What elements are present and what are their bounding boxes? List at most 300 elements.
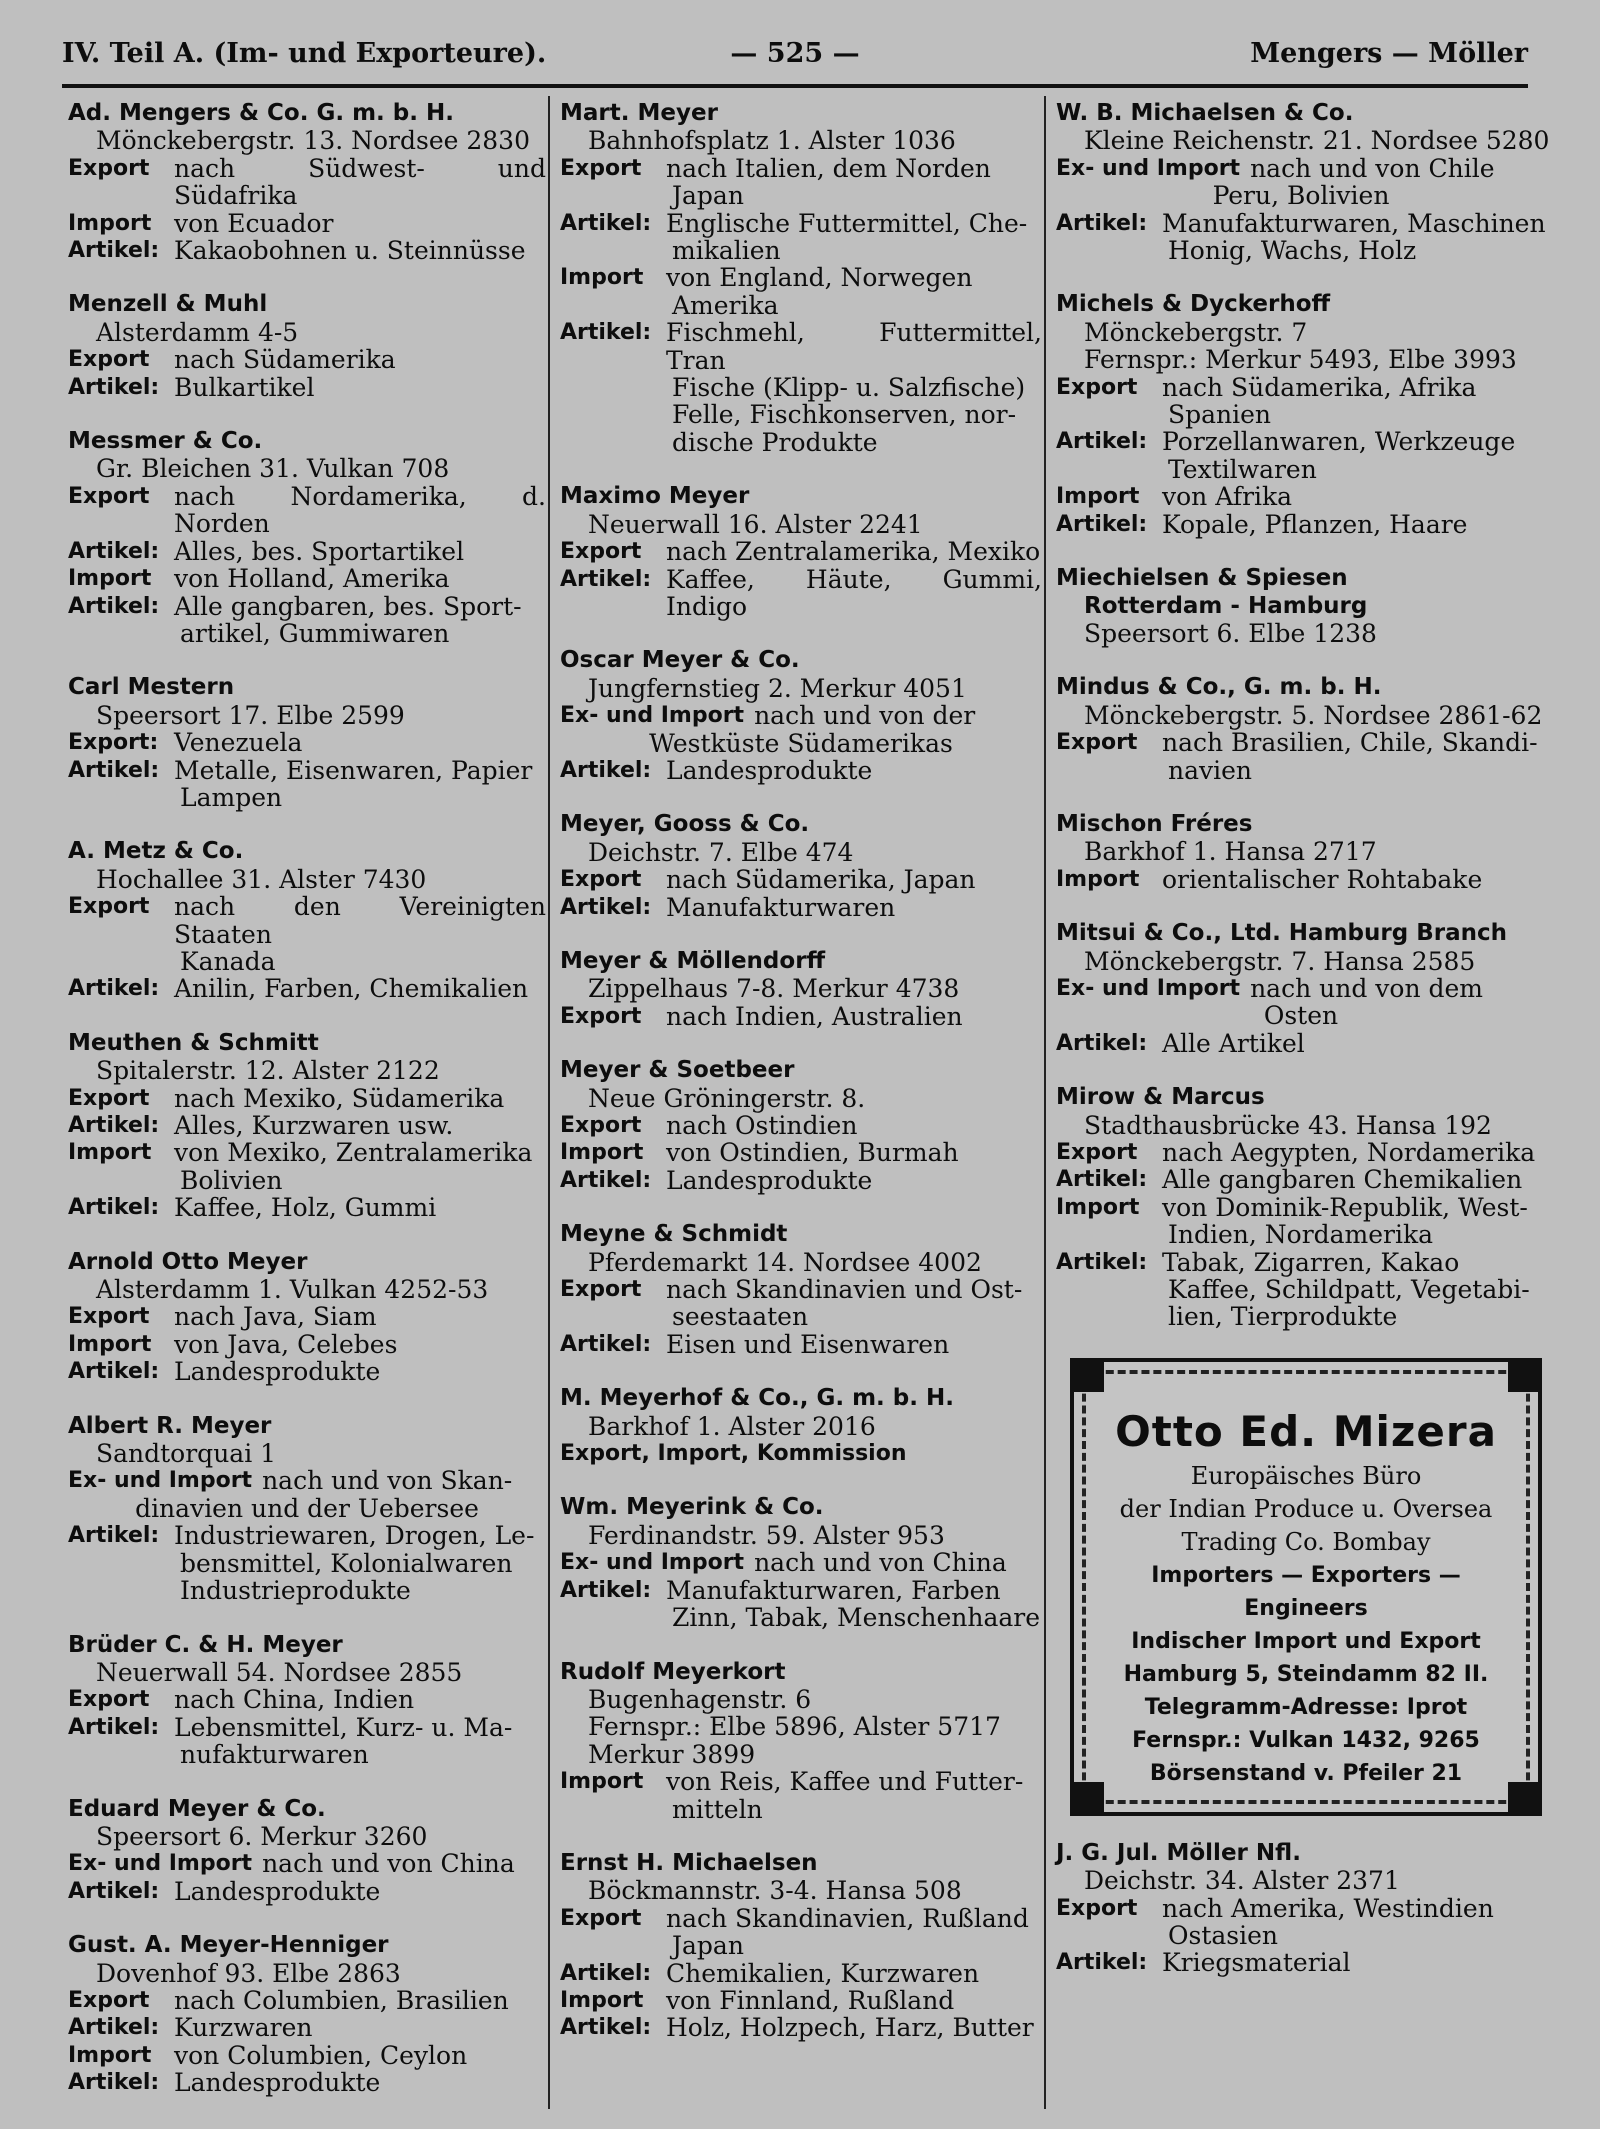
line-continuation: seestaaten: [672, 1302, 809, 1332]
directory-entry: [1056, 811, 1546, 893]
entry-line: [560, 1003, 1042, 1030]
line-label: Artikel:: [68, 757, 160, 783]
firm-address: Kleine Reichenstr. 21. Nordsee 5280: [1084, 126, 1550, 156]
firm-address: Speersort 6. Merkur 3260: [96, 1821, 428, 1851]
entry-line: [68, 538, 546, 565]
ad-content: [1114, 1404, 1498, 1790]
column-divider: [548, 96, 550, 2109]
line-text: nach Aegypten, Nordamerika: [1162, 1138, 1536, 1167]
line-continuation: mitteln: [672, 1794, 763, 1824]
line-text: Alles, bes. Sportartikel: [174, 536, 465, 566]
entry-line: [68, 1331, 546, 1358]
column-2: [560, 100, 1042, 2069]
firm-address: Hochallee 31. Alster 7430: [96, 864, 427, 894]
line-label: Export: [68, 1987, 150, 2013]
line-text: nach und von Chile: [1250, 153, 1495, 183]
line-label: Export: [1056, 1895, 1138, 1921]
line-continuation: Indien, Nordamerika: [1168, 1220, 1434, 1250]
entry-line: [560, 1331, 1042, 1358]
entry-line: [68, 975, 546, 1002]
line-text: nach den Vereinigten Staaten: [174, 892, 546, 949]
line-label: Artikel:: [1056, 210, 1148, 236]
directory-entry: [68, 838, 546, 1002]
line-label: Import: [68, 566, 152, 592]
line-label: Import: [560, 1140, 644, 1166]
entry-line: [560, 1112, 1042, 1139]
line-label: Import: [560, 265, 644, 291]
line-continuation: dinavien und der Uebersee: [135, 1493, 479, 1523]
ad-corner: [1508, 1782, 1542, 1816]
page-header: [62, 38, 1528, 82]
line-continuation: Amerika: [672, 290, 779, 320]
line-text: von Afrika: [1162, 482, 1293, 512]
line-label: Artikel:: [68, 1523, 160, 1549]
line-label: Artikel:: [1056, 1167, 1148, 1193]
entry-line: [1056, 1194, 1546, 1221]
line-label: Import: [1056, 866, 1140, 892]
line-label: Export: [68, 894, 150, 920]
section-title: IV. Teil A. (Im- und Exporteure).: [62, 38, 547, 69]
line-label: Export: [560, 1003, 642, 1029]
directory-entry: [560, 1659, 1042, 1823]
entry-line: [1056, 1030, 1546, 1057]
line-continuation: Felle, Fischkonserven, nor-: [672, 400, 1017, 430]
line-continuation: nufakturwaren: [180, 1740, 369, 1770]
line-text: von Finnland, Rußland: [666, 1985, 955, 2015]
line-label: Import: [68, 1331, 152, 1357]
column-3-entries: [1056, 100, 1550, 1332]
line-continuation: lien, Tierprodukte: [1168, 1302, 1398, 1332]
entry-line: [1056, 428, 1546, 455]
line-label: Export: [560, 155, 642, 181]
line-continuation: navien: [1168, 755, 1253, 785]
entry-line: [68, 1303, 546, 1330]
entry-line: [560, 1167, 1042, 1194]
line-text: Manufakturwaren, Maschinen: [1162, 208, 1546, 238]
line-text: Fischmehl, Futtermittel, Tran: [666, 318, 1042, 375]
ad-corner: [1508, 1358, 1542, 1392]
entry-line: [68, 1358, 546, 1385]
line-continuation: Japan: [672, 1931, 744, 1961]
firm-address: Zippelhaus 7-8. Merkur 4738: [588, 974, 960, 1004]
line-label: Import: [560, 1769, 644, 1795]
line-continuation: dische Produkte: [672, 427, 878, 457]
line-label: Export: [560, 539, 642, 565]
line-text: von Mexiko, Zentralamerika: [174, 1138, 533, 1168]
line-text: Tabak, Zigarren, Kakao: [1162, 1247, 1460, 1277]
entry-line: [1056, 1139, 1546, 1166]
line-text: Englische Futtermittel, Che-: [666, 208, 1028, 238]
entry-line: [560, 1987, 1042, 2014]
column-3: [1056, 100, 1550, 2004]
entry-line: [1056, 511, 1546, 538]
entry-line: [68, 1878, 546, 1905]
line-label: Artikel:: [68, 1878, 160, 1904]
line-text: von Columbien, Ceylon: [174, 2040, 468, 2070]
entry-line: [68, 757, 546, 784]
line-continuation: Lampen: [180, 782, 283, 812]
line-text: Alle gangbaren Chemikalien: [1162, 1165, 1523, 1195]
line-text: Landesprodukte: [666, 755, 873, 785]
line-label: Export: [1056, 730, 1138, 756]
line-text: [907, 1440, 1043, 1467]
entry-line: [1056, 1895, 1546, 1922]
firm-address: Dovenhof 93. Elbe 2863: [96, 1958, 401, 1988]
firm-name: Meyne & Schmidt: [560, 1221, 788, 1248]
line-text: nach Italien, dem Norden: [666, 153, 991, 183]
line-continuation: Bolivien: [180, 1165, 283, 1195]
line-text: nach und von dem: [1250, 973, 1484, 1003]
firm-name: Brüder C. & H. Meyer: [68, 1631, 343, 1658]
entry-line: [560, 1577, 1042, 1604]
firm-address: Ferdinandstr. 59. Alster 953: [588, 1520, 945, 1550]
firm-name: Gust. A. Meyer-Henniger: [68, 1932, 389, 1959]
line-text: Alle Artikel: [1162, 1028, 1305, 1058]
firm-phone: Fernspr.: Elbe 5896, Alster 5717: [588, 1712, 1001, 1742]
line-label: Artikel:: [560, 1577, 652, 1603]
line-label: Artikel:: [68, 374, 160, 400]
ad-line: Engineers: [1244, 1595, 1368, 1621]
line-label: Artikel:: [68, 238, 160, 264]
directory-entry: [560, 483, 1042, 620]
line-text: nach Skandinavien, Rußland: [666, 1903, 1029, 1933]
firm-address: Mönckebergstr. 7. Hansa 2585: [1084, 946, 1476, 976]
entry-line: [68, 1850, 546, 1877]
line-text: von Dominik-Republik, West-: [1162, 1192, 1528, 1222]
line-text: Kaffee, Häute, Gummi, Indigo: [666, 564, 1042, 621]
line-label: Artikel:: [68, 1195, 160, 1221]
firm-name: Arnold Otto Meyer: [68, 1248, 308, 1275]
line-text: nach Amerika, Westindien: [1162, 1893, 1494, 1923]
line-text: von Ecuador: [174, 208, 334, 238]
line-text: Kaffee, Holz, Gummi: [174, 1193, 437, 1223]
line-text: Manufakturwaren, Farben: [666, 1575, 1001, 1605]
line-text: nach China, Indien: [174, 1685, 415, 1715]
line-label: Import: [1056, 484, 1140, 510]
firm-name: A. Metz & Co.: [68, 838, 244, 865]
line-text: Landesprodukte: [174, 1876, 381, 1906]
directory-entry: [68, 1932, 546, 2096]
ad-line: Indischer Import und Export: [1131, 1628, 1481, 1654]
line-text: von Java, Celebes: [174, 1329, 398, 1359]
column-divider: [1044, 96, 1046, 2109]
entry-line: [560, 702, 1042, 729]
line-label: Artikel:: [560, 1960, 652, 1986]
entry-line: [560, 210, 1042, 237]
entry-line: [68, 155, 546, 210]
firm-name: Mart. Meyer: [560, 100, 718, 126]
ad-corner: [1070, 1782, 1104, 1816]
entry-line: [68, 1085, 546, 1112]
entry-line: [68, 2069, 546, 2096]
entry-line: [68, 593, 546, 620]
firm-name: W. B. Michaelsen & Co.: [1056, 100, 1354, 126]
ad-line: Hamburg 5, Steindamm 82 II.: [1123, 1661, 1489, 1687]
line-text: Kopale, Pflanzen, Haare: [1162, 509, 1468, 539]
line-text: Alle gangbaren, bes. Sport-: [174, 591, 522, 621]
line-text: nach Südamerika, Japan: [666, 865, 976, 895]
line-continuation: bensmittel, Kolonialwaren: [180, 1548, 513, 1578]
directory-entry: [1056, 291, 1546, 538]
line-label: Export: [68, 155, 150, 181]
ad-line: Börsenstand v. Pfeiler 21: [1149, 1760, 1463, 1786]
firm-name: Meyer & Möllendorff: [560, 947, 826, 974]
firm-name: Mitsui & Co., Ltd. Hamburg Branch: [1056, 920, 1507, 947]
firm-address: Speersort 17. Elbe 2599: [96, 700, 405, 730]
line-text: von England, Norwegen: [666, 263, 973, 293]
entry-line: [68, 1467, 546, 1494]
firm-address: Neue Gröningerstr. 8.: [588, 1083, 866, 1113]
ad-corner: [1070, 1358, 1104, 1392]
firm-address: Deichstr. 7. Elbe 474: [588, 837, 854, 867]
entry-line: [1056, 483, 1546, 510]
firm-address: Mönckebergstr. 5. Nordsee 2861-62: [1084, 700, 1543, 730]
line-label: Export: [68, 1304, 150, 1330]
line-label: Artikel:: [560, 566, 652, 592]
firm-name: Messmer & Co.: [68, 428, 263, 455]
line-text: nach Zentralamerika, Mexiko: [666, 537, 1041, 567]
entry-line: [1056, 155, 1546, 182]
entry-line: [1056, 210, 1546, 237]
ad-line: Fernspr.: Vulkan 1432, 9265: [1132, 1727, 1480, 1753]
line-continuation: Kanada: [180, 946, 276, 976]
directory-entry: [560, 1221, 1042, 1358]
firm-address: Deichstr. 34. Alster 2371: [1084, 1866, 1400, 1896]
line-text: Landesprodukte: [174, 1357, 381, 1387]
directory-entry: [560, 100, 1042, 456]
line-label: Artikel:: [1056, 429, 1148, 455]
entry-line: [68, 1987, 546, 2014]
directory-entry: [68, 1413, 546, 1605]
line-text: nach Südamerika, Afrika: [1162, 372, 1477, 402]
line-label: Export: [1056, 1140, 1138, 1165]
line-text: Metalle, Eisenwaren, Papier: [174, 755, 533, 785]
directory-entry: [68, 100, 546, 264]
entry-line: [68, 483, 546, 538]
directory-entry: [560, 647, 1042, 784]
line-text: Holz, Holzpech, Harz, Butter: [666, 2013, 1034, 2043]
line-label: Export: [560, 1277, 642, 1303]
header-rule: [62, 84, 1528, 88]
line-label: Artikel:: [560, 894, 652, 920]
line-text: nach und von China: [262, 1849, 515, 1879]
entry-line: [68, 346, 546, 373]
line-text: nach Indien, Australien: [666, 1001, 963, 1031]
line-text: Kriegsmaterial: [1162, 1948, 1351, 1978]
line-text: nach Südamerika: [174, 345, 396, 375]
line-text: Kakaobohnen u. Steinnüsse: [174, 236, 526, 266]
entry-line: [68, 1714, 546, 1741]
line-text: nach Columbien, Brasilien: [174, 1985, 509, 2015]
line-text: Landesprodukte: [666, 1165, 873, 1195]
entry-line: [68, 237, 546, 264]
column-3-after-ad: [1056, 1840, 1546, 1977]
entry-line: [68, 374, 546, 401]
directory-entry: [68, 1796, 546, 1906]
firm-address: Gr. Bleichen 31. Vulkan 708: [96, 454, 450, 484]
firm-name: Miechielsen & Spiesen: [1056, 565, 1348, 592]
directory-entry: [1056, 1840, 1546, 1977]
firm-name: Eduard Meyer & Co.: [68, 1795, 326, 1822]
line-label: Artikel:: [560, 1331, 652, 1357]
line-continuation: Kaffee, Schildpatt, Vegetabi-: [1168, 1275, 1530, 1305]
firm-address: Stadthausbrücke 43. Hansa 192: [1084, 1110, 1492, 1140]
firm-address: Jungfernstieg 2. Merkur 4051: [588, 673, 967, 703]
line-text: Eisen und Eisenwaren: [666, 1329, 950, 1359]
line-text: von Reis, Kaffee und Futter-: [666, 1767, 1024, 1797]
line-label: Artikel:: [1056, 1950, 1148, 1976]
entry-line: [560, 894, 1042, 921]
firm-name: Mindus & Co., G. m. b. H.: [1056, 674, 1382, 701]
line-label: Ex- und Import: [560, 1550, 745, 1576]
firm-name: Albert R. Meyer: [68, 1412, 272, 1439]
firm-name: Rudolf Meyerkort: [560, 1658, 786, 1685]
entry-line: [560, 1905, 1042, 1932]
line-continuation: Honig, Wachs, Holz: [1168, 236, 1417, 266]
ad-line: Europäisches Büro: [1190, 1461, 1422, 1490]
directory-entry: [560, 1385, 1042, 1467]
line-label: Ex- und Import: [1056, 155, 1241, 181]
line-label: Artikel:: [560, 320, 652, 346]
entry-line: [68, 2042, 546, 2069]
line-text: nach und von Skan-: [262, 1466, 513, 1496]
directory-entry: [68, 428, 546, 647]
entry-line: [560, 1549, 1042, 1576]
line-label: Export: [1056, 374, 1138, 400]
line-label: Artikel:: [68, 1714, 160, 1740]
entry-line: [1056, 1166, 1546, 1193]
entry-line: [1056, 1949, 1546, 1976]
line-label: Import: [68, 2042, 152, 2068]
directory-entry: [68, 1249, 546, 1386]
directory-entry: [1056, 1084, 1546, 1331]
line-label: Export: [560, 1113, 642, 1138]
firm-name: Oscar Meyer & Co.: [560, 647, 800, 674]
line-continuation: Ostasien: [1168, 1921, 1278, 1951]
line-continuation: Osten: [1263, 1001, 1339, 1031]
line-text: Venezuela: [174, 728, 303, 758]
line-text: von Ostindien, Burmah: [666, 1138, 959, 1168]
line-label: Artikel:: [68, 2015, 160, 2041]
entry-line: [68, 729, 546, 756]
line-continuation: artikel, Gummiwaren: [180, 618, 450, 648]
entry-line: [1056, 975, 1546, 1002]
firm-address: Böckmannstr. 3-4. Hansa 508: [588, 1876, 962, 1906]
directory-entry: [68, 1632, 546, 1769]
line-text: Manufakturwaren: [666, 892, 896, 922]
firm-name: Meyer & Soetbeer: [560, 1057, 795, 1084]
directory-entry: [1056, 100, 1550, 266]
line-label: Artikel:: [68, 593, 160, 619]
directory-entry: [1056, 674, 1546, 784]
firm-address: Spitalerstr. 12. Alster 2122: [96, 1056, 440, 1086]
line-label: Artikel:: [68, 976, 160, 1002]
firm-address: Pferdemarkt 14. Nordsee 4002: [588, 1247, 982, 1277]
firm-name: Meuthen & Schmitt: [68, 1029, 319, 1056]
entry-line: [560, 2014, 1042, 2041]
directory-entry: [560, 811, 1042, 921]
ad-line: der Indian Produce u. Oversea: [1119, 1494, 1493, 1523]
line-label: Export: [560, 1905, 642, 1931]
entry-line: [1056, 1249, 1546, 1276]
directory-entry: [560, 1494, 1042, 1631]
line-label: Artikel:: [1056, 1030, 1148, 1056]
line-label: Import: [68, 210, 152, 236]
entry-line: [560, 1276, 1042, 1303]
line-label: Artikel:: [560, 2015, 652, 2041]
entry-line: [68, 1522, 546, 1549]
line-label: Import: [1056, 1194, 1140, 1220]
line-label: Artikel:: [560, 1167, 652, 1193]
line-text: nach Skandinavien und Ost-: [666, 1275, 1023, 1305]
entry-line: [560, 319, 1042, 374]
line-text: nach Ostindien: [666, 1111, 858, 1140]
directory-entry: [68, 1030, 546, 1222]
line-label: Artikel:: [68, 1113, 160, 1138]
entry-line: [1056, 729, 1546, 756]
line-continuation: Textilwaren: [1168, 454, 1317, 484]
line-label: Artikel:: [68, 2070, 160, 2096]
running-head: Mengers — Möller: [1250, 38, 1528, 69]
entry-line: [560, 1139, 1042, 1166]
firm-name: Ernst H. Michaelsen: [560, 1849, 818, 1876]
firm-location: Rotterdam - Hamburg: [1084, 592, 1368, 619]
entry-line: [560, 1960, 1042, 1987]
entry-line: [560, 566, 1042, 621]
entry-line: [560, 1440, 1042, 1467]
line-label: Export: [68, 347, 150, 373]
line-continuation: Fische (Klipp- u. Salzfische): [672, 373, 1026, 403]
entry-line: [560, 1768, 1042, 1795]
line-text: Alles, Kurzwaren usw.: [174, 1111, 454, 1140]
line-label: Artikel:: [560, 210, 652, 236]
firm-name: Ad. Mengers & Co. G. m. b. H.: [68, 100, 454, 126]
line-continuation: Japan: [672, 181, 744, 211]
line-label: Export: [68, 483, 150, 509]
directory-entry: [560, 1850, 1042, 2042]
firm-phone: Fernspr.: Merkur 5493, Elbe 3993: [1084, 345, 1517, 375]
line-continuation: Peru, Bolivien: [1212, 181, 1390, 211]
ad-line: Telegramm-Adresse: Iprot: [1144, 1694, 1468, 1720]
entry-line: [68, 893, 546, 948]
line-label: Artikel:: [68, 1359, 160, 1385]
line-label: Import: [68, 1140, 152, 1166]
line-text: nach und von China: [754, 1548, 1007, 1578]
firm-name: Carl Mestern: [68, 674, 235, 701]
firm-name: Mischon Fréres: [1056, 810, 1253, 837]
firm-address: Sandtorquai 1: [96, 1439, 277, 1469]
ad-line: Importers — Exporters —: [1151, 1562, 1461, 1588]
firm-address: Alsterdamm 4-5: [96, 317, 299, 347]
entry-line: [560, 757, 1042, 784]
page-number: — 525 —: [730, 38, 860, 69]
directory-entry: [560, 948, 1042, 1030]
directory-entry: [560, 1057, 1042, 1194]
line-text: orientalischer Rohtabake: [1162, 864, 1483, 894]
line-continuation: Spanien: [1168, 400, 1272, 430]
line-text: Porzellanwaren, Werkzeuge: [1162, 427, 1516, 457]
ad-title: Otto Ed. Mizera: [1115, 1406, 1497, 1456]
firm-address: Barkhof 1. Alster 2016: [588, 1411, 876, 1441]
line-continuation: Industrieprodukte: [180, 1576, 411, 1606]
firm-name: M. Meyerhof & Co., G. m. b. H.: [560, 1385, 954, 1412]
line-text: nach Nordamerika, d. Norden: [174, 481, 546, 539]
entry-line: [560, 538, 1042, 565]
entry-line: [560, 264, 1042, 291]
line-text: Landesprodukte: [174, 2068, 381, 2098]
column-1: [68, 100, 546, 2124]
line-text: nach und von der: [754, 701, 976, 731]
